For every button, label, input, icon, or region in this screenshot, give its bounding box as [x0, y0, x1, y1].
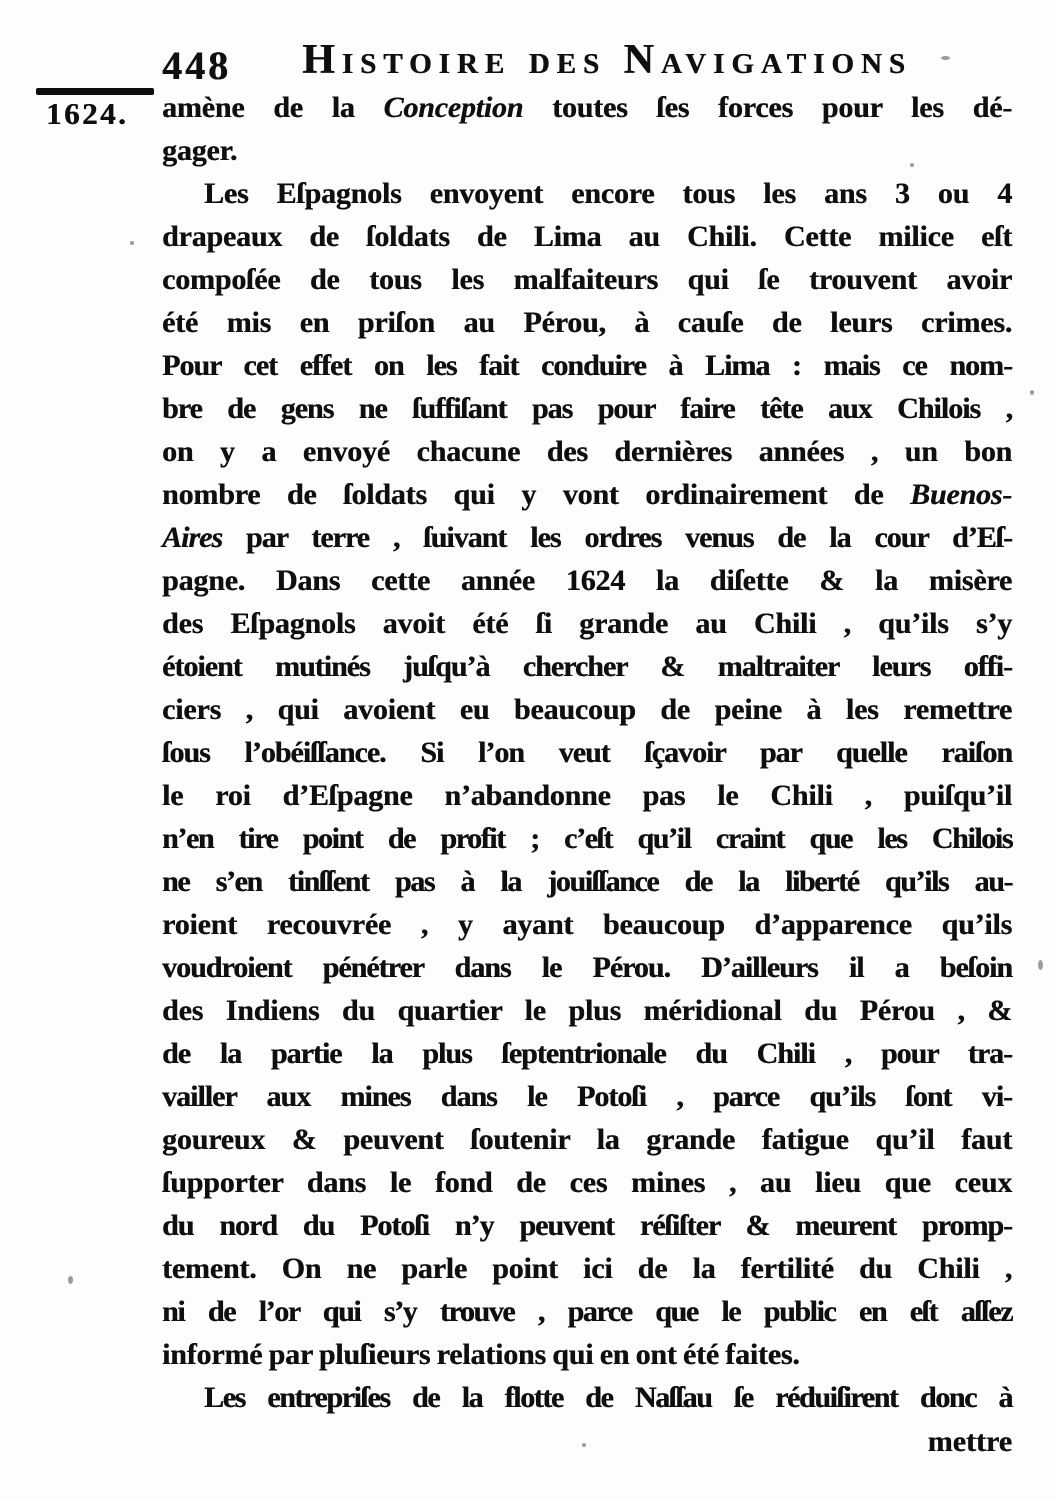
text-line: ſous l’obéiſſance. Si l’on veut ſçavoir par quelle raiſon: [162, 736, 1012, 769]
text-line: amène de la Conception toutes ſes forces pour les dé-: [162, 91, 1012, 124]
text-line: Les entrepriſes de la flotte de Naſſau ſe réduiſirent donc à: [204, 1381, 1012, 1414]
text-line: le roi d’Eſpagne n’abandonne pas le Chili , puiſqu’il: [162, 779, 1012, 812]
text-line: nombre de ſoldats qui y vont ordinairement de Buenos-: [162, 478, 1012, 511]
text-line: roient recouvrée , y ayant beaucoup d’apparence qu’ils: [162, 908, 1012, 941]
page-number: 448: [162, 43, 231, 88]
scan-speck: [130, 241, 134, 245]
text-line: informé par pluſieurs relations qui en ont été faites.: [162, 1338, 800, 1371]
text-line: compoſée de tous les malfaiteurs qui ſe trouvent avoir: [162, 263, 1012, 296]
scan-speck: [941, 56, 950, 60]
text-line: drapeaux de ſoldats de Lima au Chili. Cette milice eſt: [162, 220, 1012, 253]
text-line: n’en tire point de profit ; c’eſt qu’il craint que les Chilois: [162, 822, 1012, 855]
text-line: des Eſpagnols avoit été ſi grande au Chili , qu’ils s’y: [162, 607, 1012, 640]
scan-speck: [1030, 390, 1034, 395]
catchword: mettre: [927, 1425, 1012, 1458]
text-line: des Indiens du quartier le plus méridional du Pérou , &: [162, 994, 1012, 1027]
scan-speck: [68, 1276, 73, 1284]
text-line: Les Eſpagnols envoyent encore tous les ans 3 ou 4: [204, 177, 1012, 210]
text-line: bre de gens ne ſuffiſant pas pour faire tête aux Chilois ,: [162, 392, 1012, 425]
text-line: on y a envoyé chacune des dernières années , un bon: [162, 435, 1012, 468]
text-line: du nord du Potoſi n’y peuvent réſiſter & meurent promp-: [162, 1209, 1012, 1242]
text-line: vailler aux mines dans le Potoſi , parce qu’ils ſont vi-: [162, 1080, 1012, 1113]
text-line: gager.: [162, 134, 238, 167]
text-line: goureux & peuvent ſoutenir la grande fatigue qu’il faut: [162, 1123, 1012, 1156]
scan-speck: [910, 163, 914, 167]
page-header: [162, 34, 1012, 90]
scan-speck: [1038, 960, 1043, 970]
text-line: Aires par terre , ſuivant les ordres venus de la cour d’Eſ-: [162, 521, 1012, 554]
text-line: tement. On ne parle point ici de la fertilité du Chili ,: [162, 1252, 1012, 1285]
text-line: Pour cet effet on les fait conduire à Lima : mais ce nom-: [162, 349, 1012, 382]
running-title: Histoire des Navigations: [302, 37, 912, 83]
text-line: ciers , qui avoient eu beaucoup de peine à les remettre: [162, 693, 1012, 726]
text-line: étoient mutinés juſqu’à chercher & maltraiter leurs offi-: [162, 650, 1012, 683]
text-line: de la partie la plus ſeptentrionale du Chili , pour tra-: [162, 1037, 1012, 1070]
text-line: ne s’en tinſſent pas à la jouiſſance de la liberté qu’ils au-: [162, 865, 1012, 898]
margin-year-note: 1624.: [46, 96, 129, 131]
text-line: pagne. Dans cette année 1624 la diſette & la misère: [162, 564, 1012, 597]
text-line: ſupporter dans le fond de ces mines , au lieu que ceux: [162, 1166, 1012, 1199]
text-line: voudroient pénétrer dans le Pérou. D’ailleurs il a beſoin: [162, 951, 1012, 984]
body-text: [162, 86, 1012, 1419]
text-line: ni de l’or qui s’y trouve , parce que le public en eſt aſſez: [162, 1295, 1012, 1328]
text-line: été mis en priſon au Pérou, à cauſe de leurs crimes.: [162, 306, 1012, 339]
margin-rule: [36, 88, 154, 95]
scan-speck: [582, 1443, 586, 1447]
